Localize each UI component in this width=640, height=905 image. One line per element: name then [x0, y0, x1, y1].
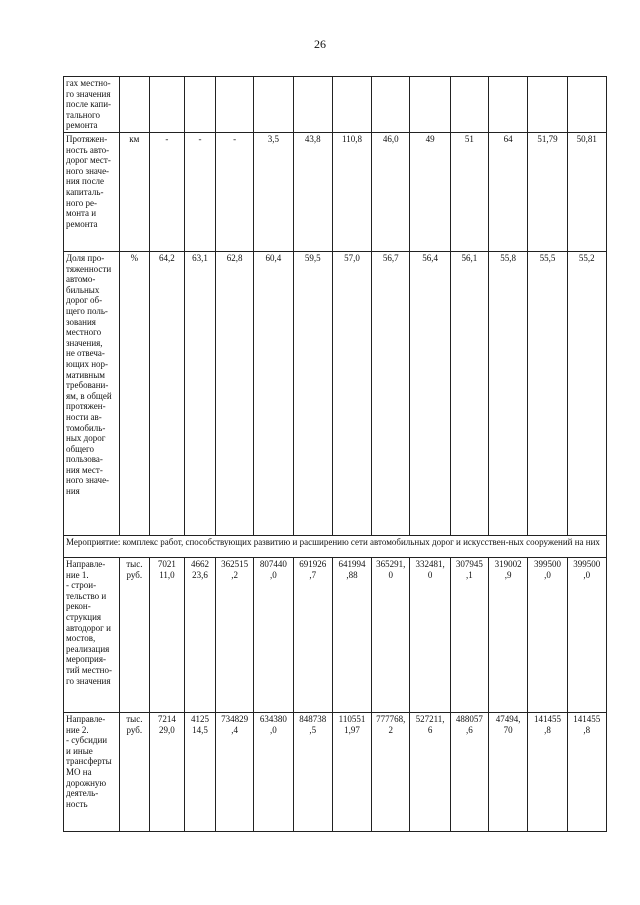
cell [528, 77, 567, 133]
cell: 7214 29,0 [149, 713, 184, 832]
cell: 46,0 [372, 133, 410, 252]
cell: - [149, 133, 184, 252]
row-label: Доля про- тяженности автомо- бильных дорог об- щего поль- зования местного значения, не отвеча- ющих нор- мативным требовани- ям, в общей протяжен- ности ав- томобиль- ных дорог общего пользова- ния мест- ного значе- ния [64, 252, 120, 536]
cell: 59,5 [293, 252, 332, 536]
table-row [64, 713, 607, 832]
activity-heading: Мероприятие: комплекс работ, способствующих развитию и расширению сети автомобильных дорог и искусствен-ных сооружений на них [64, 536, 607, 558]
cell: 64,2 [149, 252, 184, 536]
cell: 56,7 [372, 252, 410, 536]
row-unit: % [119, 252, 149, 536]
cell [410, 77, 450, 133]
cell: 634380 ,0 [254, 713, 293, 832]
indicators-table [63, 76, 607, 832]
page-number: 26 [314, 37, 326, 51]
cell: - [184, 133, 215, 252]
cell: 319002 ,9 [489, 558, 528, 713]
cell: 110,8 [332, 133, 371, 252]
cell: 307945 ,1 [450, 558, 488, 713]
row-unit: км [119, 133, 149, 252]
cell: 777768, 2 [372, 713, 410, 832]
row-label: Направле- ние 2. - субсидии и иные трансферты МО на дорожную деятель- ность [64, 713, 120, 832]
cell: 365291, 0 [372, 558, 410, 713]
table-row [64, 252, 607, 536]
cell: 141455 ,8 [528, 713, 567, 832]
cell: 362515 ,2 [216, 558, 254, 713]
cell [332, 77, 371, 133]
cell: 51 [450, 133, 488, 252]
cell: 47494, 70 [489, 713, 528, 832]
cell: 56,1 [450, 252, 488, 536]
cell: 49 [410, 133, 450, 252]
cell: 63,1 [184, 252, 215, 536]
cell: 60,4 [254, 252, 293, 536]
cell: 4662 23,6 [184, 558, 215, 713]
cell: 399500 ,0 [528, 558, 567, 713]
cell: 848738 ,5 [293, 713, 332, 832]
cell [372, 77, 410, 133]
cell: 7021 11,0 [149, 558, 184, 713]
row-unit: тыс. руб. [119, 713, 149, 832]
cell: 64 [489, 133, 528, 252]
cell [450, 77, 488, 133]
cell: 50,81 [567, 133, 606, 252]
table-row [64, 558, 607, 713]
cell: 57,0 [332, 252, 371, 536]
cell: 332481, 0 [410, 558, 450, 713]
table-row [64, 536, 607, 558]
cell: 691926 ,7 [293, 558, 332, 713]
cell: - [216, 133, 254, 252]
cell: 527211, 6 [410, 713, 450, 832]
row-label: Направле- ние 1. - строи- тельство и рекон- струкция автодорог и мостов, реализация мероприя- тий местно- го значения [64, 558, 120, 713]
cell: 734829 ,4 [216, 713, 254, 832]
cell [293, 77, 332, 133]
cell: 51,79 [528, 133, 567, 252]
table-row [64, 77, 607, 133]
cell [567, 77, 606, 133]
cell: 641994 ,88 [332, 558, 371, 713]
cell: 807440 ,0 [254, 558, 293, 713]
cell [489, 77, 528, 133]
table-row [64, 133, 607, 252]
cell [254, 77, 293, 133]
cell: 55,5 [528, 252, 567, 536]
cell: 55,8 [489, 252, 528, 536]
cell: 399500 ,0 [567, 558, 606, 713]
cell: 62,8 [216, 252, 254, 536]
cell: 55,2 [567, 252, 606, 536]
cell: 488057 ,6 [450, 713, 488, 832]
cell: 3,5 [254, 133, 293, 252]
cell: 43,8 [293, 133, 332, 252]
cell: 4125 14,5 [184, 713, 215, 832]
cell: 110551 1,97 [332, 713, 371, 832]
cell [216, 77, 254, 133]
row-unit [119, 77, 149, 133]
row-label: Протяжен- ность авто- дорог мест- ного значе- ния после капиталь- ного ре- монта и ремонта [64, 133, 120, 252]
cell [184, 77, 215, 133]
cell: 141455 ,8 [567, 713, 606, 832]
cell: 56,4 [410, 252, 450, 536]
row-unit: тыс. руб. [119, 558, 149, 713]
cell [149, 77, 184, 133]
row-label: гах местно- го значения после капи- тального ремонта [64, 77, 120, 133]
